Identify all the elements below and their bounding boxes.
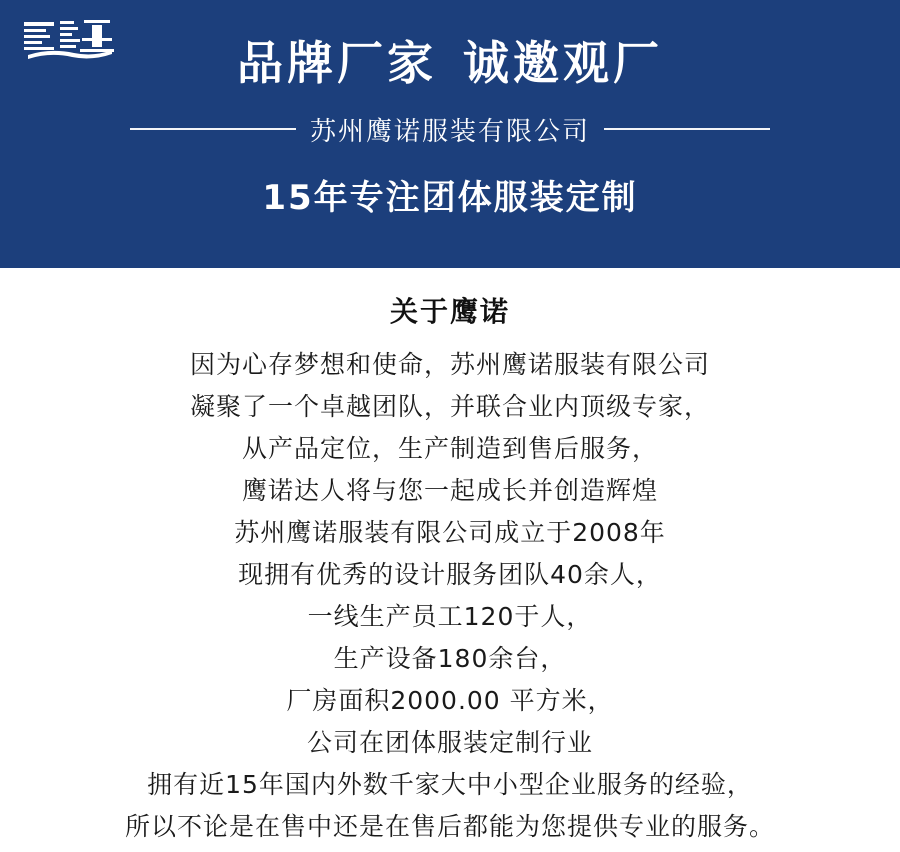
about-line: 一线生产员工120于人， — [307, 602, 593, 631]
about-line: 鹰诺达人将与您一起成长并创造辉煌 — [241, 476, 658, 505]
about-line: 厂房面积2000.00 平方米， — [286, 686, 614, 715]
company-rule-row — [130, 111, 770, 148]
divider-right — [604, 128, 770, 130]
about-line: 所以不论是在售中还是在售后都能为您提供专业的服务。 — [124, 812, 775, 841]
about-line: 凝聚了一个卓越团队，并联合业内顶级专家， — [189, 392, 710, 421]
about-line: 公司在团体服装定制行业 — [306, 728, 593, 757]
divider-left — [130, 128, 296, 130]
about-line: 现拥有优秀的设计服务团队40余人， — [238, 560, 662, 589]
banner-title-right: 诚邀观厂 — [463, 36, 663, 90]
about-heading: 关于鹰诺 — [389, 295, 510, 328]
banner-title — [237, 38, 663, 89]
about-line: 拥有近15年国内外数千家大中小型企业服务的经验， — [147, 770, 753, 799]
brand-logo-icon — [18, 16, 122, 64]
about-section — [0, 268, 900, 848]
about-line: 从产品定位，生产制造到售后服务， — [241, 434, 658, 463]
banner-title-left: 品牌厂家 — [237, 36, 437, 90]
company-name: 苏州鹰诺服装有限公司 — [310, 116, 591, 147]
about-line: 因为心存梦想和使命，苏州鹰诺服装有限公司 — [189, 350, 710, 379]
about-line: 生产设备180余台， — [333, 644, 567, 673]
banner-tagline: 15年专注团体服装定制 — [262, 177, 638, 218]
about-line: 苏州鹰诺服装有限公司成立于2008年 — [234, 518, 666, 547]
header-banner — [0, 0, 900, 268]
